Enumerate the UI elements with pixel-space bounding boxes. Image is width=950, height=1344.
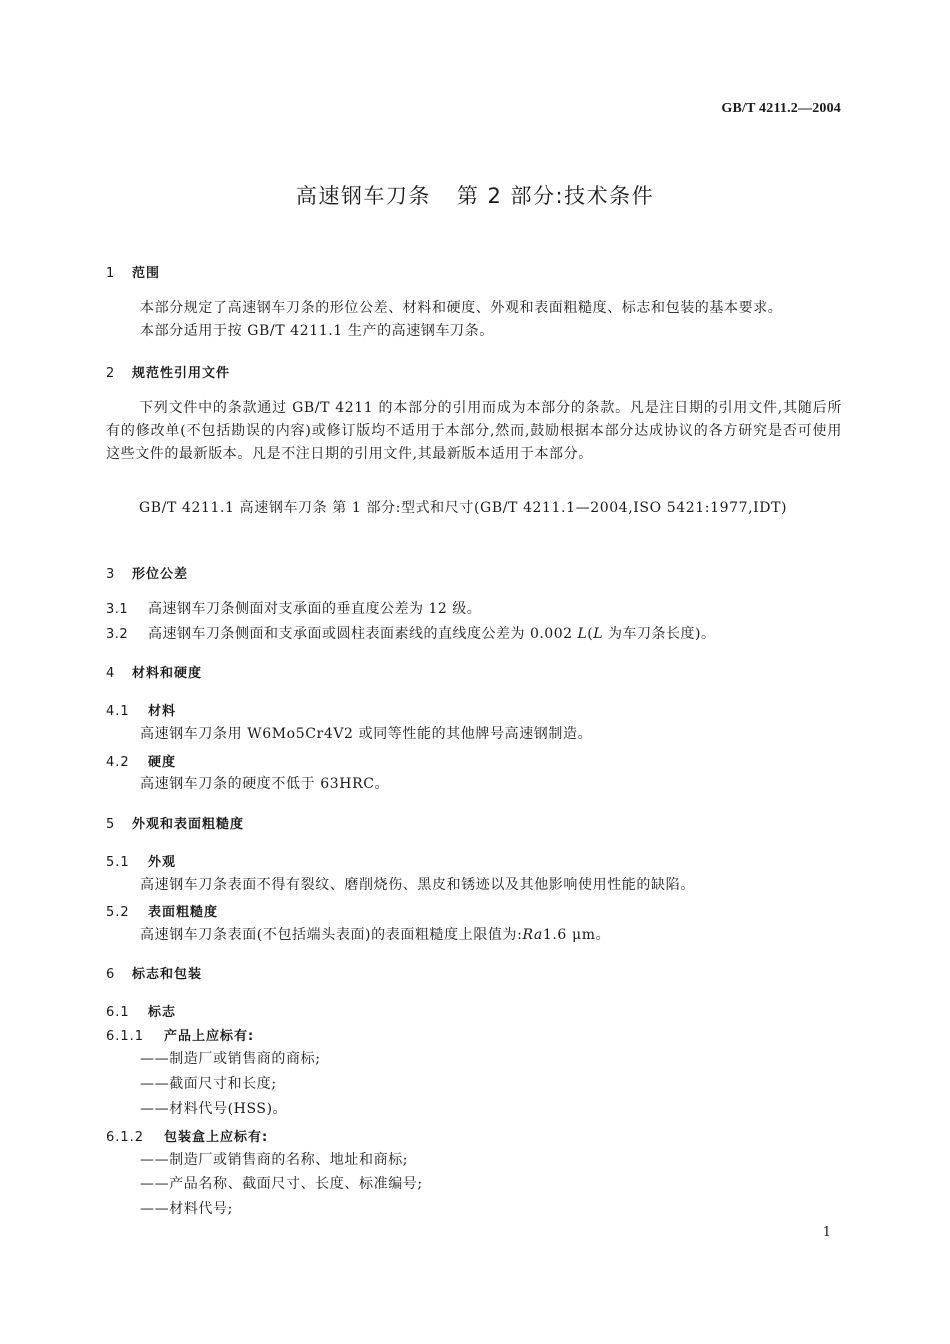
- section-4-heading: [106, 662, 202, 681]
- length-symbol: L: [577, 626, 588, 642]
- clause-title: 包装盒上应标有:: [164, 1130, 269, 1145]
- clause-text: 高速钢车刀条侧面对支承面的垂直度公差为 12 级。: [148, 601, 482, 617]
- clause-3-1: [106, 598, 481, 618]
- clause-title: 材料: [148, 704, 177, 719]
- section-title: 外观和表面粗糙度: [132, 817, 245, 832]
- section-number: 1: [106, 266, 116, 281]
- page-number: 1: [822, 1225, 831, 1240]
- clause-text: 为车刀条长度)。: [603, 626, 716, 642]
- clause-title: 产品上应标有:: [164, 1029, 255, 1044]
- clause-number: 6.1: [106, 1005, 130, 1020]
- clause-4-1-heading: [106, 700, 176, 719]
- section-number: 2: [106, 366, 116, 381]
- clause-title: 表面粗糙度: [148, 905, 219, 920]
- section-title: 材料和硬度: [132, 666, 203, 681]
- clause-6-1-heading: [106, 1001, 176, 1020]
- clause-4-2-heading: [106, 751, 176, 770]
- standard-number: GB/T 4211.2—2004: [721, 101, 841, 116]
- section-number: 4: [106, 666, 116, 681]
- title-main: 高速钢车刀条: [295, 184, 431, 208]
- document-title: [0, 180, 950, 210]
- clause-title: 硬度: [148, 755, 177, 770]
- clause-number: 5.1: [106, 855, 130, 870]
- list-item: ——材料代号(HSS)。: [140, 1101, 288, 1117]
- section-number: 6: [106, 967, 116, 982]
- clause-4-1-text: 高速钢车刀条用 W6Mo5Cr4V2 或同等性能的其他牌号高速钢制造。: [140, 726, 593, 742]
- clause-5-2-heading: [106, 901, 218, 920]
- section-title: 范围: [132, 266, 161, 281]
- list-item: ——材料代号;: [140, 1201, 233, 1217]
- list-item: ——制造厂或销售商的商标;: [140, 1051, 321, 1067]
- clause-text: (: [587, 626, 594, 642]
- title-part: 第 2 部分:技术条件: [456, 184, 655, 208]
- clause-number: 6.1.1: [106, 1029, 145, 1044]
- clause-number: 4.2: [106, 755, 130, 770]
- clause-text: 1.6 μm。: [542, 927, 611, 943]
- section-title: 标志和包装: [132, 967, 203, 982]
- section-1-heading: [106, 262, 160, 281]
- clause-text: 高速钢车刀条侧面和支承面或圆柱表面素线的直线度公差为 0.002: [148, 626, 578, 642]
- clause-3-2: [106, 623, 715, 643]
- section-5-heading: [106, 813, 244, 832]
- clause-6-1-1-heading: [106, 1025, 254, 1044]
- clause-5-1-heading: [106, 851, 176, 870]
- reference-item: GB/T 4211.1 高速钢车刀条 第 1 部分:型式和尺寸(GB/T 4211.1—2004,ISO 5421:1977,IDT): [139, 500, 788, 516]
- list-item: ——制造厂或销售商的名称、地址和商标;: [140, 1152, 409, 1168]
- clause-5-1-text: 高速钢车刀条表面不得有裂纹、磨削烧伤、黑皮和锈迹以及其他影响使用性能的缺陷。: [140, 877, 695, 893]
- clause-text: 高速钢车刀条表面(不包括端头表面)的表面粗糙度上限值为:: [140, 927, 523, 943]
- clause-number: 6.1.2: [106, 1130, 145, 1145]
- section-3-heading: [106, 563, 188, 582]
- clause-title: 外观: [148, 855, 177, 870]
- section-title: 形位公差: [132, 567, 189, 582]
- length-symbol: L: [593, 626, 604, 642]
- references-intro-paragraph: 下列文件中的条款通过 GB/T 4211 的本部分的引用而成为本部分的条款。凡是注日期的引用文件,其随后所有的修改单(不包括勘误的内容)或修订版均不适用于本部分,然而,鼓励根据本部分达成协议的各方研究是否可使用这些文件的最新版本。凡是不注日期的引用文件,其最新版本适用于本部分。: [106, 400, 842, 462]
- scope-paragraph-1: 本部分规定了高速钢车刀条的形位公差、材料和硬度、外观和表面粗糙度、标志和包装的基本要求。: [140, 300, 783, 316]
- roughness-symbol: Ra: [522, 927, 543, 943]
- list-item: ——截面尺寸和长度;: [140, 1076, 277, 1092]
- clause-6-1-2-heading: [106, 1126, 268, 1145]
- scope-paragraph-2: 本部分适用于按 GB/T 4211.1 生产的高速钢车刀条。: [140, 323, 494, 339]
- clause-number: 5.2: [106, 905, 130, 920]
- section-title: 规范性引用文件: [132, 366, 231, 381]
- clause-number: 3.1: [106, 602, 129, 617]
- clause-number: 4.1: [106, 704, 130, 719]
- clause-4-2-text: 高速钢车刀条的硬度不低于 63HRC。: [140, 776, 390, 792]
- section-2-heading: [106, 362, 230, 381]
- list-item: ——产品名称、截面尺寸、长度、标准编号;: [140, 1176, 423, 1192]
- clause-title: 标志: [148, 1005, 177, 1020]
- section-6-heading: [106, 963, 202, 982]
- clause-5-2-text: [140, 924, 610, 944]
- section-number: 3: [106, 567, 116, 582]
- clause-number: 3.2: [106, 627, 129, 642]
- section-number: 5: [106, 817, 116, 832]
